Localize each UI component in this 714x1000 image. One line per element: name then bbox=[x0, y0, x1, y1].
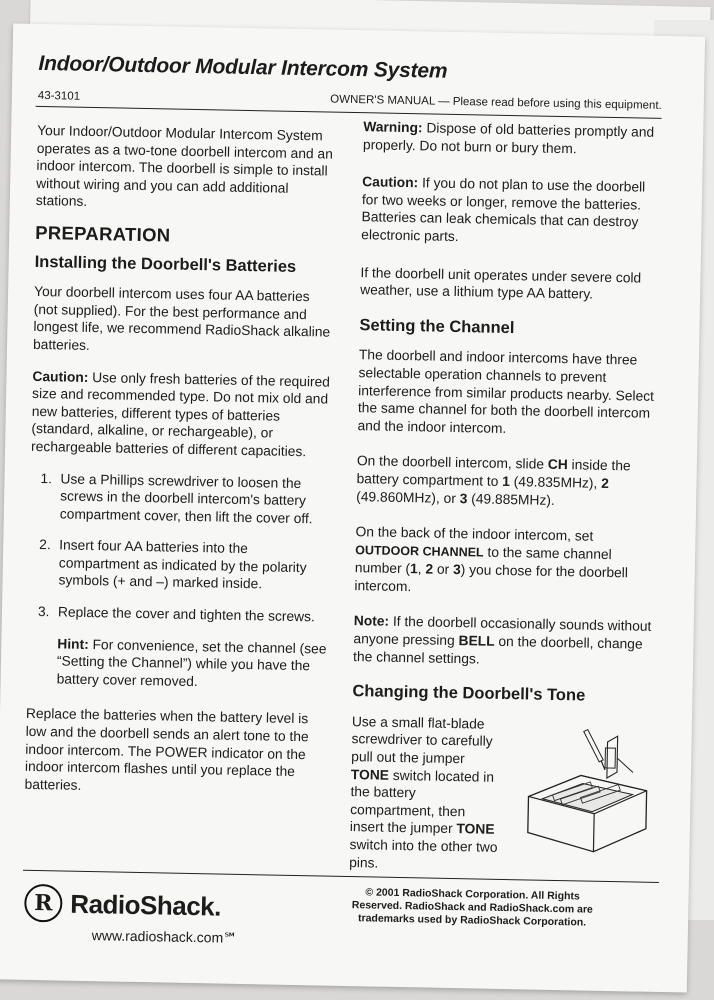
text-run: switch into the other two pins. bbox=[349, 837, 498, 871]
tone-switch-label: TONE bbox=[350, 766, 390, 783]
text-run: inside the battery compartment to bbox=[356, 457, 631, 489]
step-number: 1. bbox=[40, 470, 53, 486]
channel-heading: Setting the Channel bbox=[359, 315, 515, 337]
manual-note: OWNER'S MANUAL — Please read before using this equipment. bbox=[330, 93, 662, 112]
text-run: , bbox=[417, 561, 426, 577]
step-item bbox=[28, 603, 328, 626]
batteries-heading: Installing the Doorbell's Batteries bbox=[34, 252, 297, 276]
channel-intro: The doorbell and indoor intercoms have three selectable operation channels to prevent interference from similar products nearby. Select the same channel for both the doorbell intercom and the indoor intercom. bbox=[357, 347, 655, 436]
radioshack-logo bbox=[24, 884, 221, 926]
tone-section bbox=[349, 713, 652, 877]
indoor-channel-paragraph bbox=[354, 523, 655, 600]
tone-heading: Changing the Doorbell's Tone bbox=[352, 682, 586, 705]
channel-number: 3 bbox=[452, 562, 461, 578]
left-column bbox=[24, 122, 337, 813]
copyright-notice: © 2001 RadioShack Corporation. All Rights Reserved. RadioShack and RadioShack.com are trademarks used by RadioShack Corporation. bbox=[351, 886, 593, 929]
note-label: Note: bbox=[353, 613, 390, 630]
warning-paragraph bbox=[363, 118, 664, 159]
text-run: on the doorbell, change the channel settings. bbox=[353, 633, 643, 667]
hint-text: For convenience, set the channel (see “Setting the Channel”) while you have the battery cover removed. bbox=[56, 636, 327, 689]
note-paragraph bbox=[353, 613, 654, 672]
text-run: On the back of the indoor intercom, set bbox=[355, 524, 594, 544]
channel-number: 2 bbox=[425, 561, 434, 577]
step-item bbox=[30, 469, 331, 528]
caution-text: If you do not plan to use the doorbell for two weeks or longer, remove the batteries. Batteries can leak chemicals that can destroy electronic parts. bbox=[361, 175, 646, 245]
preparation-heading: PREPARATION bbox=[35, 221, 171, 246]
caution-label: Caution: bbox=[32, 368, 89, 385]
outdoor-channel-label: OUTDOOR CHANNEL bbox=[355, 542, 484, 560]
caution-label: Caution: bbox=[362, 174, 419, 191]
caution-paragraph bbox=[31, 367, 333, 461]
battery-compartment-illustration bbox=[519, 726, 651, 858]
website-url: www.radioshack.com℠ bbox=[91, 927, 238, 946]
hint-paragraph bbox=[26, 634, 327, 693]
replace-paragraph: Replace the batteries when the battery level is low and the doorbell sends an alert tone to the indoor intercom. The POWER indicator on the indoor intercom flashes until you replace the batteries. bbox=[24, 706, 309, 793]
text-run: switch located in the battery compartment, then insert the jumper bbox=[349, 767, 495, 837]
tone-switch-label: TONE bbox=[456, 821, 495, 838]
intro-paragraph: Your Indoor/Outdoor Modular Intercom System operates as a two-tone doorbell intercom and an indoor intercom. The doorbell is simple to install without wiring and you can add additional stations. bbox=[35, 122, 334, 210]
channel-number: 1 bbox=[409, 561, 418, 577]
batteries-paragraph: Your doorbell intercom uses four AA batteries (not supplied). For the best performance and longest life, we recommend RadioShack alkaline batteries. bbox=[32, 284, 331, 353]
channel-frequency: (49.835MHz), bbox=[509, 473, 602, 491]
step-text: Insert four AA batteries into the compartment as indicated by the polarity symbols (+ and –) marked inside. bbox=[58, 537, 307, 592]
text-run: On the doorbell intercom, slide bbox=[356, 453, 548, 473]
caution-text: Use only fresh batteries of the required size and recommended type. Do not mix old and new batteries, different types of batteries (standard, alkaline, or rechargeable), or rechargeable batteries of different capacities. bbox=[30, 369, 331, 460]
logo-r-mark: R bbox=[24, 884, 63, 923]
step-item bbox=[28, 536, 329, 595]
page-title: Indoor/Outdoor Modular Intercom System bbox=[38, 51, 448, 83]
bell-label: BELL bbox=[458, 633, 495, 649]
channel-doorbell-paragraph bbox=[356, 452, 657, 511]
right-column bbox=[349, 118, 664, 891]
channel-frequency: (49.885MHz). bbox=[467, 490, 555, 508]
manual-page bbox=[0, 23, 705, 992]
hint-label: Hint: bbox=[57, 636, 89, 652]
warning-text: Dispose of old batteries promptly and properly. Do not burn or bury them. bbox=[362, 120, 655, 156]
step-text: Use a Phillips screwdriver to loosen the screws in the doorbell intercom's battery compartment cover, then lift the cover off. bbox=[59, 470, 313, 526]
ch-switch-label: CH bbox=[547, 457, 568, 473]
text-run: to the same channel number ( bbox=[354, 544, 612, 577]
text-run: ) you chose for the doorbell intercom. bbox=[354, 562, 629, 595]
warning-label: Warning: bbox=[363, 119, 423, 136]
step-text: Replace the cover and tighten the screws. bbox=[57, 604, 315, 625]
text-run: If the doorbell occasionally sounds without anyone pressing bbox=[353, 614, 652, 649]
step-number: 2. bbox=[39, 537, 51, 553]
install-steps bbox=[28, 469, 331, 626]
channel-number: 3 bbox=[459, 490, 468, 506]
cold-weather-paragraph: If the doorbell unit operates under severe cold weather, use a lithium type AA battery. bbox=[360, 264, 642, 302]
logo-wordmark: RadioShack. bbox=[70, 888, 222, 922]
model-number: 43-3101 bbox=[37, 89, 81, 103]
channel-number: 2 bbox=[601, 475, 609, 491]
channel-frequency: (49.860MHz), or bbox=[356, 488, 460, 506]
step-number: 3. bbox=[37, 604, 50, 620]
channel-number: 1 bbox=[502, 473, 511, 489]
text-run: or bbox=[432, 561, 454, 578]
caution-paragraph bbox=[361, 173, 662, 249]
text-run: Use a small flat-blade screwdriver to carefully pull out the jumper bbox=[351, 713, 493, 767]
tone-paragraph bbox=[349, 713, 502, 874]
